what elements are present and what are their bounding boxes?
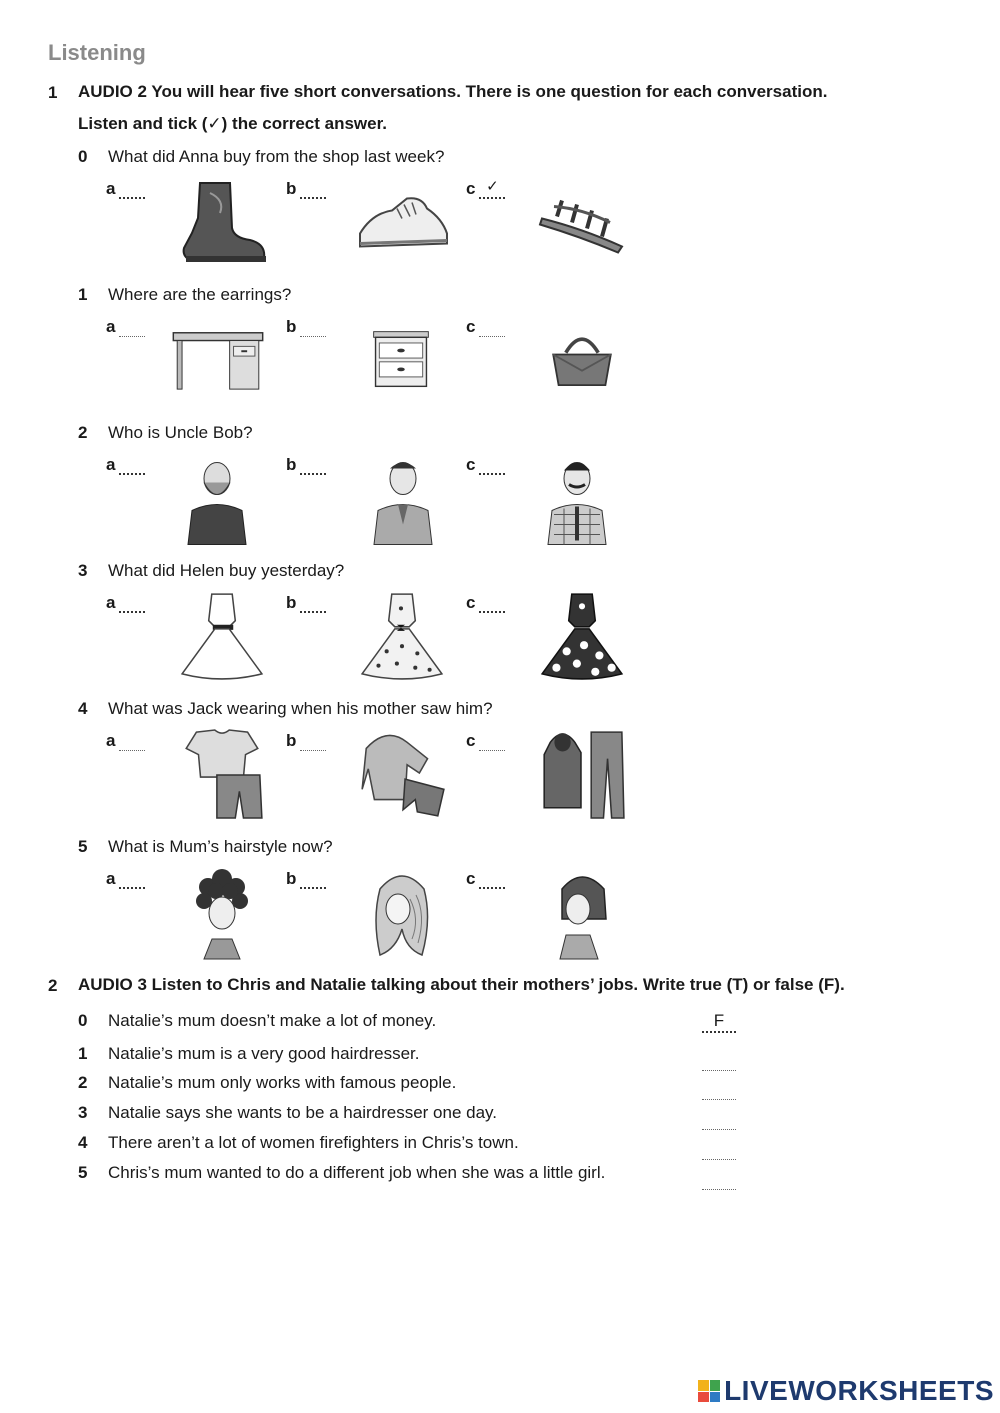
true-false-answer-input[interactable] xyxy=(702,1079,736,1100)
question-number: 1 xyxy=(78,285,88,304)
answer-option-c[interactable] xyxy=(466,455,505,475)
white-dress-picture xyxy=(172,590,272,682)
question-number: 5 xyxy=(78,837,88,856)
spotted-dress-picture xyxy=(352,590,452,682)
tick-box[interactable]: ✓ xyxy=(479,179,505,199)
option-letter: b xyxy=(286,317,297,336)
option-letter: b xyxy=(286,869,297,888)
exercise-1-instruction-line2: Listen and tick (✓) the correct answer. xyxy=(78,114,387,133)
true-false-answer-input[interactable] xyxy=(702,1050,736,1071)
tick-box[interactable] xyxy=(300,593,326,613)
answer-option-b[interactable] xyxy=(286,317,326,337)
option-letter: c xyxy=(466,593,476,612)
option-letter: a xyxy=(106,317,116,336)
option-letter: a xyxy=(106,455,116,474)
answer-option-a[interactable] xyxy=(106,731,145,751)
question-text: What is Mum’s hairstyle now? xyxy=(108,837,333,856)
tick-box[interactable] xyxy=(300,318,326,337)
option-letter: c xyxy=(466,317,476,336)
true-false-answer-input[interactable] xyxy=(702,1139,736,1160)
option-letter: a xyxy=(106,731,116,750)
page-title: Listening xyxy=(48,40,146,65)
jacket-shorts-picture xyxy=(352,728,452,820)
answer-option-a[interactable] xyxy=(106,179,145,199)
dark-spotted-dress-picture xyxy=(532,590,632,682)
logo-text: LIVEWORKSHEETS xyxy=(724,1375,994,1406)
answer-option-b[interactable] xyxy=(286,869,326,889)
tick-box[interactable] xyxy=(300,732,326,751)
option-letter: a xyxy=(106,869,116,888)
tick-box[interactable] xyxy=(119,179,145,199)
question-number: 3 xyxy=(78,561,88,580)
curly-hair-picture xyxy=(186,866,256,962)
option-letter: b xyxy=(286,731,297,750)
answer-option-a[interactable] xyxy=(106,593,145,613)
answer-option-c[interactable] xyxy=(466,179,505,199)
question-text: What did Anna buy from the shop last week? xyxy=(108,147,445,166)
bedside-cabinet-picture xyxy=(368,325,434,393)
statement-number: 5 xyxy=(78,1163,88,1182)
statement-number: 4 xyxy=(78,1133,88,1152)
question-text: Where are the earrings? xyxy=(108,285,292,304)
answer-option-c[interactable] xyxy=(466,593,505,613)
statement-text: Natalie’s mum doesn’t make a lot of money. xyxy=(108,1011,437,1030)
liveworksheets-logo xyxy=(698,1375,994,1407)
true-false-answer-input[interactable]: F xyxy=(702,1011,736,1033)
tick-box[interactable] xyxy=(119,869,145,889)
handbag-picture xyxy=(546,325,618,393)
true-false-answer-input[interactable] xyxy=(702,1109,736,1130)
statement-text: Natalie says she wants to be a hairdresser one day. xyxy=(108,1103,498,1122)
man-with-moustache-picture xyxy=(542,452,612,547)
answer-option-c[interactable] xyxy=(466,731,505,751)
answer-option-a[interactable] xyxy=(106,455,145,475)
trainer-picture xyxy=(352,186,452,261)
option-letter: c xyxy=(466,179,476,198)
option-letter: b xyxy=(286,179,297,198)
question-text: What was Jack wearing when his mother saw him? xyxy=(108,699,493,718)
long-wavy-hair-picture xyxy=(366,866,436,962)
tick-box[interactable] xyxy=(479,732,505,751)
answer-option-a[interactable] xyxy=(106,317,145,337)
exercise-2-instruction: AUDIO 3 Listen to Chris and Natalie talking about their mothers’ jobs. Write true (T) or false (F). xyxy=(78,975,845,994)
exercise-1-number: 1 xyxy=(48,83,58,102)
statement-text: There aren’t a lot of women firefighters in Chris’s town. xyxy=(108,1133,519,1152)
option-letter: c xyxy=(466,455,476,474)
tick-box[interactable] xyxy=(119,455,145,475)
answer-option-b[interactable] xyxy=(286,455,326,475)
question-text: What did Helen buy yesterday? xyxy=(108,561,345,580)
option-letter: c xyxy=(466,869,476,888)
option-letter: c xyxy=(466,731,476,750)
tick-box[interactable] xyxy=(479,455,505,475)
tick-box[interactable] xyxy=(119,318,145,337)
option-letter: a xyxy=(106,593,116,612)
option-letter: a xyxy=(106,179,116,198)
statement-text: Natalie’s mum only works with famous people. xyxy=(108,1073,457,1092)
exercise-1-instruction-line1: AUDIO 2 You will hear five short conversations. There is one question for each conversation. xyxy=(78,82,828,101)
bearded-man-picture xyxy=(182,452,252,547)
question-number: 4 xyxy=(78,699,88,718)
statement-number: 0 xyxy=(78,1011,88,1030)
man-in-cardigan-picture xyxy=(368,452,438,547)
tick-box[interactable] xyxy=(479,869,505,889)
question-text: Who is Uncle Bob? xyxy=(108,423,253,442)
answer-option-a[interactable] xyxy=(106,869,145,889)
question-number: 0 xyxy=(78,147,88,166)
tick-box[interactable] xyxy=(479,318,505,337)
boot-picture xyxy=(170,178,270,268)
tick-box[interactable] xyxy=(119,732,145,751)
bob-hair-picture xyxy=(546,866,616,962)
tick-box[interactable] xyxy=(300,179,326,199)
tick-box[interactable] xyxy=(300,455,326,475)
statement-number: 3 xyxy=(78,1103,88,1122)
statement-text: Natalie’s mum is a very good hairdresser. xyxy=(108,1044,420,1063)
statement-text: Chris’s mum wanted to do a different job when she was a little girl. xyxy=(108,1163,606,1182)
answer-option-c[interactable] xyxy=(466,317,505,337)
sandal-picture xyxy=(532,186,632,261)
tick-box[interactable] xyxy=(119,593,145,613)
true-false-answer-input[interactable] xyxy=(702,1169,736,1190)
answer-option-b[interactable] xyxy=(286,593,326,613)
hoodie-jeans-picture xyxy=(532,728,632,820)
tick-box[interactable] xyxy=(300,869,326,889)
answer-option-c[interactable] xyxy=(466,869,505,889)
answer-option-b[interactable] xyxy=(286,731,326,751)
question-number: 2 xyxy=(78,423,88,442)
option-letter: b xyxy=(286,593,297,612)
option-letter: b xyxy=(286,455,297,474)
tshirt-shorts-picture xyxy=(172,728,272,820)
tick-box[interactable] xyxy=(479,593,505,613)
statement-number: 2 xyxy=(78,1073,88,1092)
statement-number: 1 xyxy=(78,1044,88,1063)
exercise-2-number: 2 xyxy=(48,976,58,995)
desk-picture xyxy=(168,325,268,393)
answer-option-b[interactable] xyxy=(286,179,326,199)
logo-mark-icon xyxy=(698,1380,720,1402)
